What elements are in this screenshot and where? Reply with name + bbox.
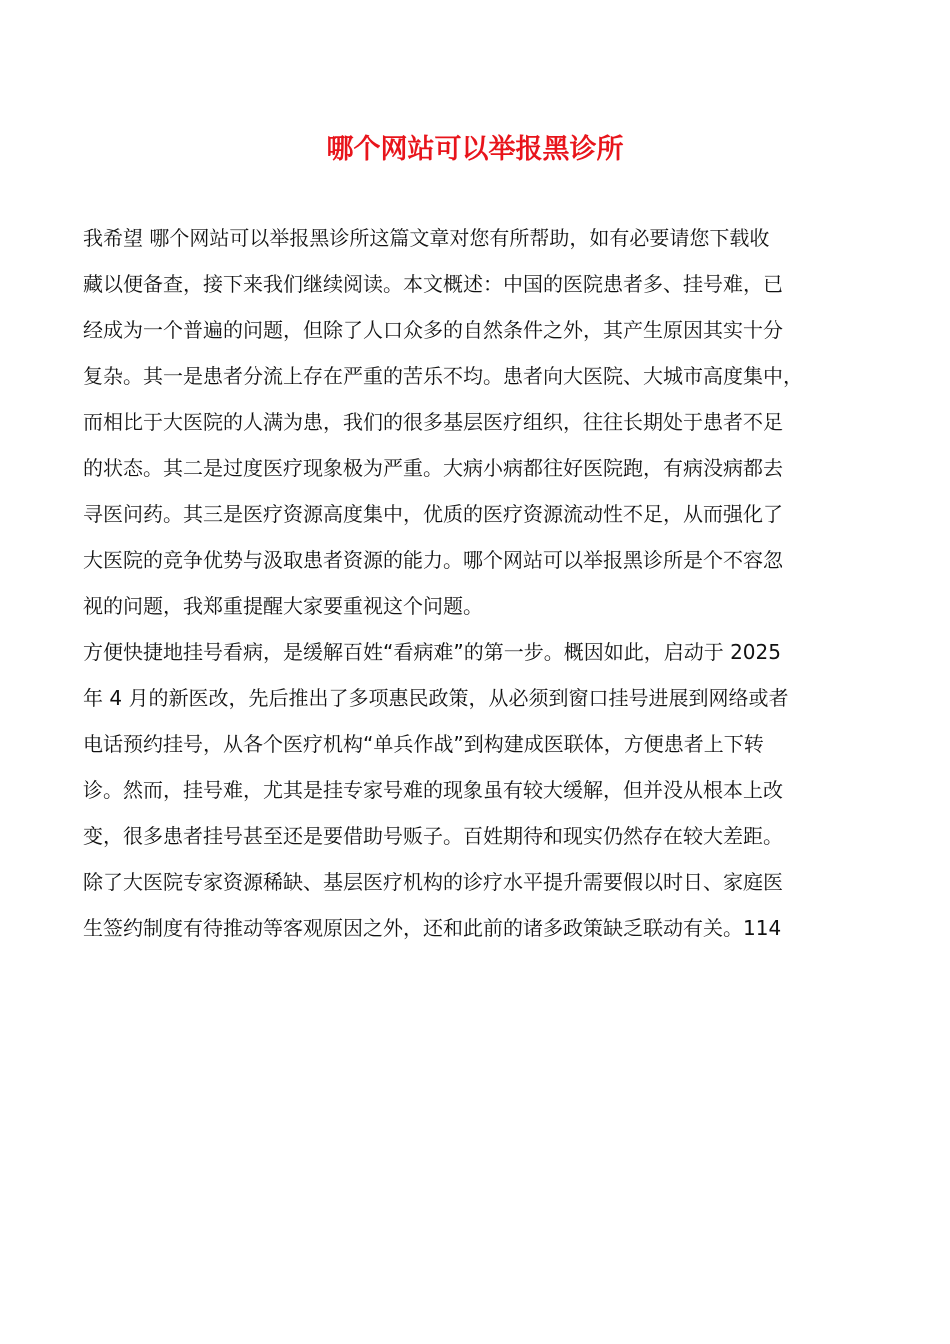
text-line: 大医院的竞争优势与汲取患者资源的能力。哪个网站可以举报黑诊所是个不容忽 — [83, 548, 783, 572]
paragraph-1 — [83, 215, 878, 629]
text-line: 藏以便备查，接下来我们继续阅读。本文概述：中国的医院患者多、挂号难，已 — [83, 272, 783, 296]
text-line: 生签约制度有待推动等客观原因之外，还和此前的诸多政策缺乏联动有关。114 — [83, 916, 782, 940]
text-line: 的状态。其二是过度医疗现象极为严重。大病小病都往好医院跑，有病没病都去 — [83, 456, 783, 480]
text-line: 复杂。其一是患者分流上存在严重的苦乐不均。患者向大医院、大城市高度集中， — [83, 364, 803, 388]
text-line: 经成为一个普遍的问题，但除了人口众多的自然条件之外，其产生原因其实十分 — [83, 318, 783, 342]
text-line: 年 4 月的新医改，先后推出了多项惠民政策，从必须到窗口挂号进展到网络或者 — [83, 686, 789, 710]
text-line: 诊。然而，挂号难，尤其是挂专家号难的现象虽有较大缓解，但并没从根本上改 — [83, 778, 783, 802]
text-line: 我希望 哪个网站可以举报黑诊所这篇文章对您有所帮助，如有必要请您下载收 — [83, 226, 770, 250]
document-title: 哪个网站可以举报黑诊所 — [326, 134, 624, 165]
text-line: 变，很多患者挂号甚至还是要借助号贩子。百姓期待和现实仍然存在较大差距。 — [83, 824, 783, 848]
text-line: 而相比于大医院的人满为患，我们的很多基层医疗组织，往往长期处于患者不足 — [83, 410, 783, 434]
paragraph-2 — [83, 629, 878, 951]
document-body — [83, 215, 878, 951]
text-line: 寻医问药。其三是医疗资源高度集中，优质的医疗资源流动性不足，从而强化了 — [83, 502, 783, 526]
text-line: 除了大医院专家资源稀缺、基层医疗机构的诊疗水平提升需要假以时日、家庭医 — [83, 870, 783, 894]
text-line: 电话预约挂号，从各个医疗机构“单兵作战”到构建成医联体，方便患者上下转 — [83, 732, 764, 756]
text-line: 方便快捷地挂号看病，是缓解百姓“看病难”的第一步。概因如此，启动于 2025 — [83, 640, 781, 664]
text-line: 视的问题，我郑重提醒大家要重视这个问题。 — [83, 594, 483, 618]
